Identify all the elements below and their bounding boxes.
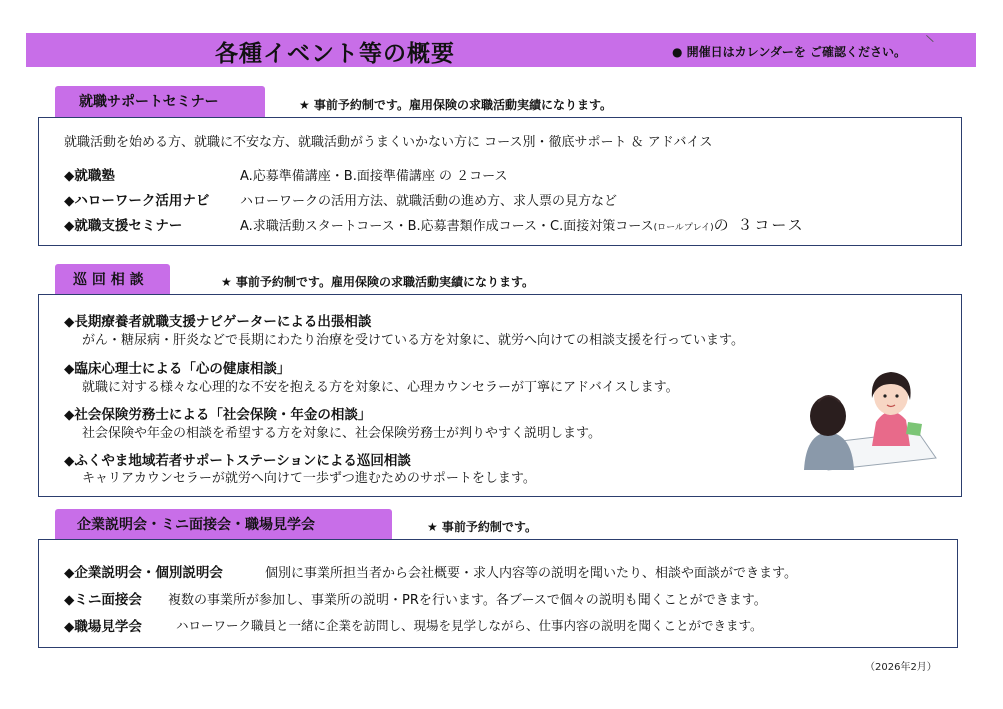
course-count: の ３コース [713,216,805,234]
item-chouki-ryouyou: ◆長期療養者就職支援ナビゲーターによる出張相談 [64,314,372,330]
tab-junkai-soudan: 巡 回 相 談 [55,264,170,294]
item-shokuba-kengaku-desc: ハローワーク職員と一緒に企業を訪問し、現場を見学しながら、仕事内容の説明を聞くことができます。 [176,618,763,633]
section3-note: ★ 事前予約制です。 [427,520,537,534]
counseling-illustration [798,362,938,474]
item-support-seminar-desc [240,214,805,235]
item-shokuba-kengaku: ◆職場見学会 [64,619,142,635]
item-mini-mensetsukai-desc: 複数の事業所が参加し、事業所の説明・PRを行います。各ブースで個々の説明も聞くことができます。 [168,593,767,608]
item-rinsho-shinri-desc: 就職に対する様々な心理的な不安を抱える方を対象に、心理カウンセラーが丁寧にアドバイスします。 [82,380,679,395]
item-shushoku-juku-desc: A.応募準備講座・B.面接準備講座 の ２コース [240,169,508,184]
section1-intro: 就職活動を始める方、就職に不安な方、就職活動がうまくいかない方に コース別・徹底サポート ＆ アドバイス [64,135,713,150]
section2-note: ★ 事前予約制です。雇用保険の求職活動実績になります。 [221,275,535,289]
item-mini-mensetsukai: ◆ミニ面接会 [64,592,142,608]
roleplay-note: (ロールプレイ) [653,223,714,233]
item-sharoushi-desc: 社会保険や年金の相談を希望する方を対象に、社会保険労務士が判りやすく説明します。 [82,426,601,441]
item-hellowork-navi-desc: ハローワークの活用方法、就職活動の進め方、求人票の見方など [240,194,618,209]
calendar-note: ● 開催日はカレンダーを ご確認ください。 [672,45,907,59]
item-saposute: ◆ふくやま地域若者サポートステーションによる巡回相談 [64,453,411,469]
section1-note: ★ 事前予約制です。雇用保険の求職活動実績になります。 [299,98,613,112]
page-title: 各種イベント等の概要 [215,41,455,67]
tab-kigyou-setsumeikai: 企業説明会・ミニ面接会・職場見学会 [55,509,392,539]
item-shushoku-juku: ◆就職塾 [64,168,115,184]
decorative-tick: \ [924,31,935,46]
seminar-course-list: A.求職活動スタートコース・B.応募書類作成コース・C.面接対策コース [240,219,654,234]
item-saposute-desc: キャリアカウンセラーが就労へ向けて一歩ずつ進むためのサポートをします。 [82,471,536,486]
tab-job-seminar: 就職サポートセミナー [55,86,265,117]
item-sharoushi: ◆社会保険労務士による「社会保険・年金の相談」 [64,407,372,423]
item-support-seminar: ◆就職支援セミナー [64,218,183,234]
item-chouki-ryouyou-desc: がん・糖尿病・肝炎などで長期にわたり治療を受けている方を対象に、就労へ向けての相談支援を行っています。 [82,333,744,348]
footer-date: （2026年2月） [865,662,937,673]
item-rinsho-shinri: ◆臨床心理士による「心の健康相談」 [64,361,291,377]
item-kigyou-setsumeikai-desc: 個別に事業所担当者から会社概要・求人内容等の説明を聞いたり、相談や面談ができます。 [265,566,797,581]
item-hellowork-navi: ◆ハローワーク活用ナビ [64,193,210,209]
item-kigyou-setsumeikai: ◆企業説明会・個別説明会 [64,565,223,581]
